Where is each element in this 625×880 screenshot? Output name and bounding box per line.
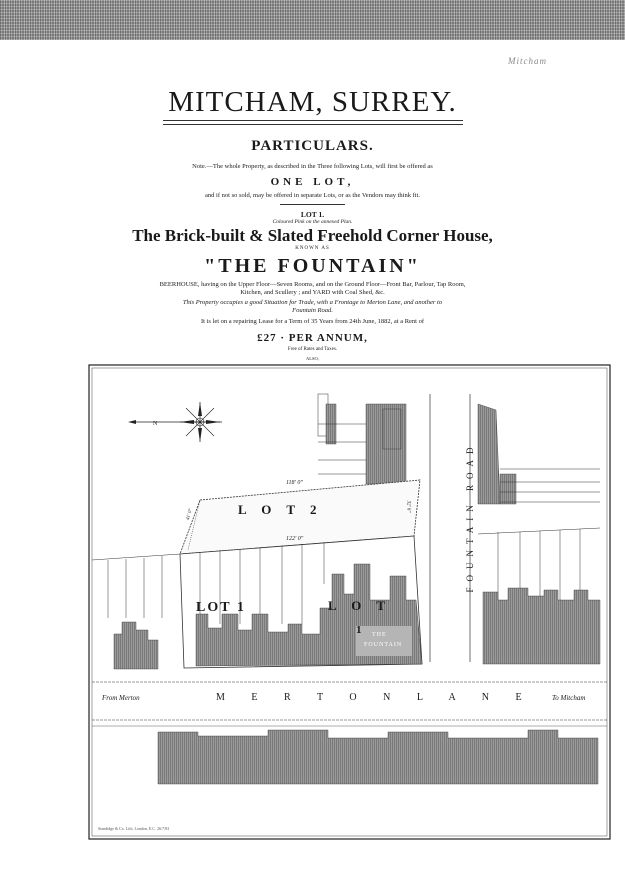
scanned-top-band xyxy=(0,0,625,40)
one-lot-heading: ONE LOT, xyxy=(270,176,355,188)
also-label: ALSO, xyxy=(306,356,319,361)
to-mitcham-label: To Mitcham xyxy=(552,694,586,702)
site-plan xyxy=(88,364,612,842)
property-description xyxy=(0,281,625,297)
dimension-bottom: 122' 0" xyxy=(286,536,304,542)
fountain-road-label: FOUNTAIN ROAD xyxy=(465,441,475,593)
dimension-top: 118' 0" xyxy=(286,480,303,486)
dimension-left: 41' 0" xyxy=(186,508,194,521)
title-rule xyxy=(163,120,463,125)
lot1-house-title: The Brick-built & Slated Freehold Corner House, xyxy=(132,226,493,245)
dimension-right: 32' 6" xyxy=(405,500,411,513)
buildings-top-middle xyxy=(318,394,406,484)
description-line: BEERHOUSE, having on the Upper Floor—Seven Rooms, and on the Ground Floor—Front Bar, Parlour, Tap Room, xyxy=(159,281,466,288)
merton-lane-label: M E R T O N L A N E xyxy=(216,692,534,703)
compass-icon xyxy=(128,402,222,442)
lease-terms: It is let on a repairing Lease for a Term of 35 Years from 24th June, 1882, at a Rent of xyxy=(200,318,425,325)
document-title: MITCHAM, SURREY. xyxy=(168,86,457,118)
handwritten-note: Mitcham xyxy=(508,56,547,66)
lot1-label-right: L O T xyxy=(328,598,392,613)
svg-text:N: N xyxy=(153,421,158,427)
section-rule xyxy=(280,204,345,205)
property-name: "THE FOUNTAIN" xyxy=(204,255,421,277)
note-line-1: Note.—The whole Property, as described in the Three following Lots, will first be offered as xyxy=(192,163,433,170)
fountain-building xyxy=(356,626,412,656)
printer-credit: Standidge & Co. Lith. London, E.C. 26/7/83 xyxy=(98,826,170,831)
lot1-coloured-note: Coloured Pink on the annexed Plan. xyxy=(272,219,353,225)
buildings-bottom xyxy=(158,730,598,784)
lot1-label-left: LOT 1 xyxy=(196,600,246,615)
rent-amount: £27 · PER ANNUM, xyxy=(257,332,368,344)
pub-label-fountain: FOUNTAIN xyxy=(364,642,403,648)
lot2-label: L O T 2 xyxy=(238,502,323,517)
pub-label-the: THE xyxy=(372,632,387,638)
lot1-heading: LOT 1. xyxy=(300,210,325,219)
lot1-label-right-number: 1 xyxy=(356,624,362,636)
situation-line: This Property occupies a good Situation for Trade, with a Frontage to Merton Lane, and another to xyxy=(182,299,443,306)
rates-note: Free of Rates and Taxes. xyxy=(287,347,338,352)
situation-line: Fountain Road. xyxy=(292,307,333,314)
buildings-right xyxy=(478,404,600,664)
particulars-heading: PARTICULARS. xyxy=(251,138,374,154)
note-line-2: and if not so sold, may be offered in separate Lots, or as the Vendors may think fit. xyxy=(205,192,420,199)
buildings-left xyxy=(92,554,180,669)
known-as-label: KNOWN AS xyxy=(295,246,330,251)
situation-description xyxy=(0,299,625,315)
from-merton-label: From Merton xyxy=(102,694,140,702)
description-line: Kitchen, and Scullery ; and YARD with Coal Shed, &c. xyxy=(240,289,385,296)
